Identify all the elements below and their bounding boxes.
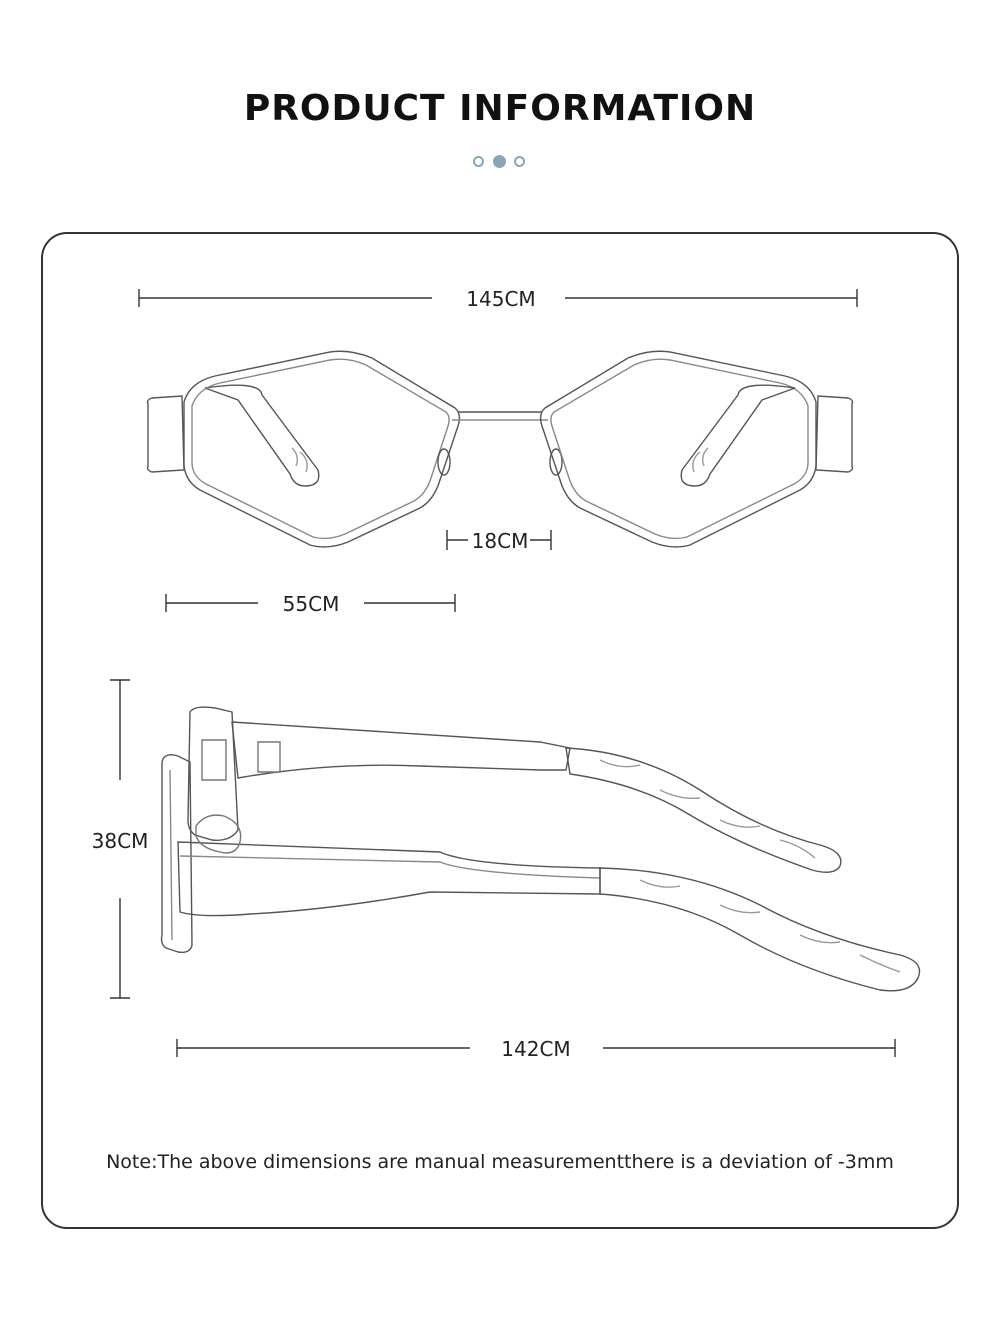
temple-length-label: 142CM <box>501 1037 571 1061</box>
side-view-glasses <box>162 707 920 991</box>
lens-width-label: 55CM <box>282 592 340 616</box>
front-view-glasses <box>148 351 853 547</box>
page-title: PRODUCT INFORMATION <box>243 88 757 129</box>
bridge-label: 18CM <box>471 529 529 553</box>
measurement-note: Note:The above dimensions are manual measurementthere is a deviation of -3mm <box>106 1151 894 1173</box>
lens-height-label: 38CM <box>91 829 149 853</box>
total-width-label: 145CM <box>466 287 536 311</box>
